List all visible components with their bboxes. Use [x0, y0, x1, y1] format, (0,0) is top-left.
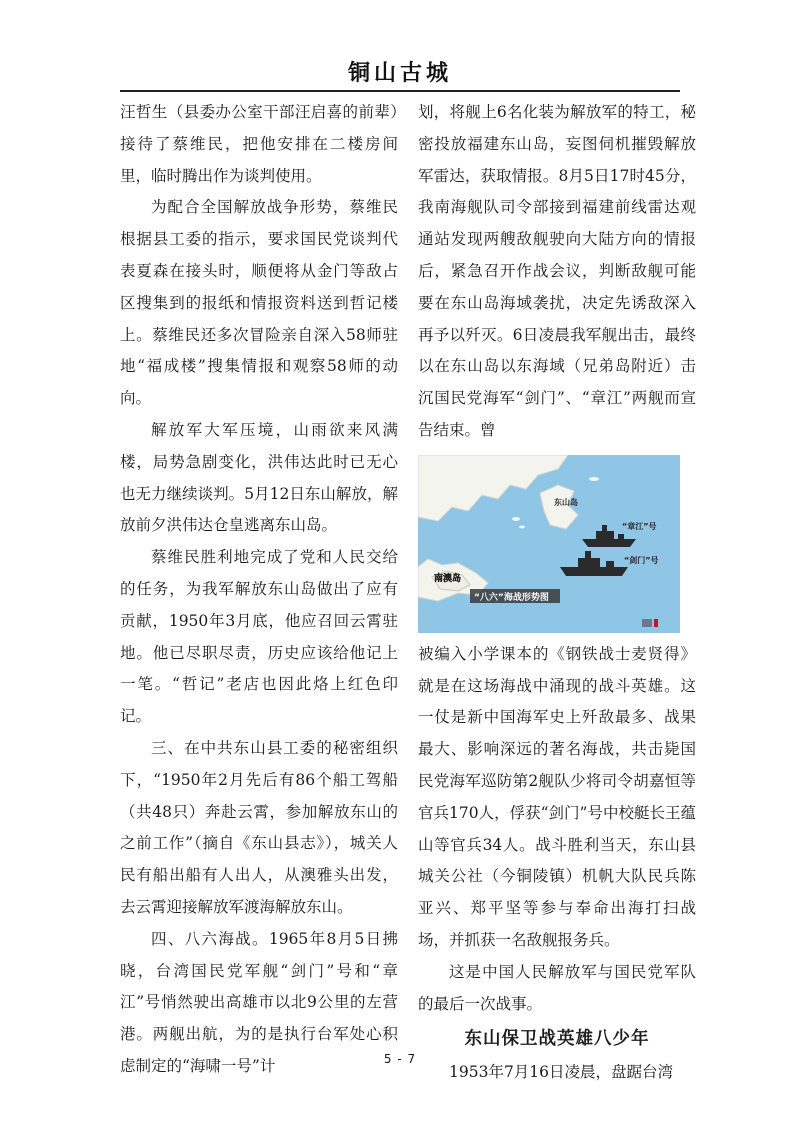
map-label-dongshan: 东山岛 [554, 497, 578, 507]
page-number: 5 - 7 [383, 1052, 417, 1066]
map-label-jianmen: “剑门”号 [624, 555, 659, 565]
paragraph: 三、在中共东山县工委的秘密组织下，“1950年2月先后有86个船工驾船（共48只）奔赴云霄，参加解放东山的之前工作”（摘自《东山县志》），城关人民有船出船有人出人，从澳雅头出发，去云霄迎接解放军渡海解放东山。 [120, 738, 398, 916]
left-column [120, 97, 398, 1083]
paragraph: 为配合全国解放战争形势，蔡维民根据县工委的指示，要求国民党谈判代表夏森在接头时，顺便将从金门等敌占区搜集到的报纸和情报资料送到哲记楼上。蔡维民还多次冒险亲自深入58师驻地“福成楼”搜集情报和观察58师的动向。 [120, 198, 398, 408]
paragraph: 被编入小学课本的《钢铁战士麦贤得》就是在这场海战中涌现的战斗英雄。这一仗是新中国海军史上歼敌最多、战果最大、影响深远的著名海战，共击毙国民党海军巡防第2舰队少将司令胡嘉恒等官兵170人，俘获“剑门”号中校艇长王蕴山等官兵34人。战斗胜利当天，东山县城关公社（今铜陵镇）机帆大队民兵陈亚兴、郑平坚等参与奉命出海打扫战场，并抓获一名敌舰报务兵。 [418, 644, 696, 949]
battle-map-figure [418, 455, 680, 633]
section-heading: 东山保卫战英雄八少年 [464, 1029, 650, 1050]
map-label-nanao: 南澳岛 [434, 573, 462, 584]
map-label-zhangjiang: “章江”号 [622, 521, 657, 531]
paragraph: 1953年7月16日凌晨，盘踞台湾 [449, 1063, 674, 1082]
paragraph: 划，将舰上6名化装为解放军的特工，秘密投放福建东山岛，妄图伺机摧毁解放军雷达，获取情报。8月5日17时45分，我南海舰队司令部接到福建前线雷达观通站发现两艘敌舰驶向大陆方向的情报后，紧急召开作战会议，判断敌舰可能要在东山岛海域袭扰，决定先诱敌深入再予以歼灭。6日凌晨我军舰出击，最终以在东山岛以东海域（兄弟岛附近）击沉国民党海军“剑门”、“章江”两舰而宣告结束。曾 [418, 103, 696, 439]
paragraph: 蔡维民胜利地完成了党和人民交给的任务，为我军解放东山岛做出了应有贡献，1950年3月底，他应召回云霄驻地。他已尽职尽责，历史应该给他记上一笔。“哲记”老店也因此烙上红色印记。 [120, 548, 398, 726]
paragraph: 四、八六海战。1965年8月5日拂晓，台湾国民党军舰“剑门”号和“章江”号悄然驶出高雄市以北9公里的左营港。两舰出航，为的是执行台军处心积虑制定的“海啸一号”计 [120, 929, 398, 1075]
paragraph: 汪哲生（县委办公室干部汪启喜的前辈）接待了蔡维民，把他安排在二楼房间里，临时腾出作为谈判使用。 [120, 103, 398, 185]
paragraph: 这是中国人民解放军与国民党军队的最后一次战事。 [418, 962, 696, 1013]
page-header-title: 铜山古城 [347, 60, 452, 86]
right-column [418, 97, 696, 1089]
battle-map-image [418, 455, 680, 633]
paragraph: 解放军大军压境，山雨欲来风满楼，局势急剧变化，洪伟达此时已无心也无力继续谈判。5月12日东山解放，解放前夕洪伟达仓皇逃离东山岛。 [120, 420, 398, 535]
map-caption: “八六”海战形势图 [474, 592, 549, 603]
header-divider [120, 90, 680, 92]
